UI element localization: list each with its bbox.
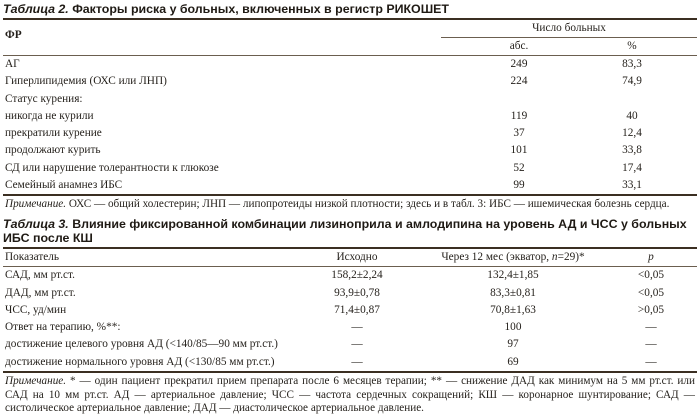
row-baseline: —	[351, 355, 363, 368]
table-row	[3, 125, 697, 142]
row-pct: 17,4	[622, 161, 642, 174]
table-row	[3, 267, 697, 284]
row-label: Статус курения:	[5, 92, 83, 105]
row-label: Семейный анамнез ИБС	[5, 179, 123, 192]
row-p: —	[645, 338, 657, 351]
row-label: САД, мм рт.ст.	[5, 269, 75, 282]
row-abs: 224	[510, 75, 528, 88]
row-after: 70,8±1,63	[490, 303, 536, 316]
row-abs: 101	[510, 144, 528, 157]
row-after: 83,3±0,81	[490, 286, 536, 299]
table-3	[3, 217, 697, 416]
row-p: <0,05	[637, 269, 665, 282]
row-label: прекратили курение	[5, 127, 102, 140]
row-after: 97	[507, 338, 519, 351]
header-12m-n: n	[551, 251, 558, 263]
table-2-note	[3, 196, 697, 212]
table-row	[3, 108, 697, 125]
header-pct: %	[627, 40, 637, 52]
row-abs: 99	[513, 179, 525, 192]
table-2-header	[3, 20, 697, 55]
table-3-body	[3, 267, 697, 371]
table-2-body	[3, 56, 697, 194]
row-pct: 33,1	[622, 179, 642, 192]
table-row	[3, 285, 697, 302]
note-label: Примечание.	[5, 198, 67, 211]
row-label: Ответ на терапию, %**:	[5, 321, 121, 334]
row-label: АГ	[5, 58, 20, 70]
row-baseline: 158,2±2,24	[331, 269, 383, 282]
row-label: достижение целевого уровня АД (<140/85—90 мм рт.ст.)	[5, 338, 278, 351]
row-after: 132,4±1,85	[487, 269, 539, 282]
row-baseline: 93,9±0,78	[334, 286, 380, 299]
header-12m-suffix: =29)*	[557, 251, 585, 263]
row-label: продолжают курить	[5, 144, 101, 157]
table-2-title	[3, 2, 697, 16]
row-baseline: —	[351, 321, 363, 334]
table-row	[3, 177, 697, 194]
row-after: 69	[507, 355, 519, 368]
table-2	[3, 2, 697, 212]
table-2-title-text: Факторы риска у больных, включенных в регистр РИКОШЕТ	[72, 2, 449, 16]
header-indicator: Показатель	[5, 251, 60, 263]
header-12-months	[413, 249, 613, 266]
row-baseline: 71,4±0,87	[334, 303, 380, 316]
header-group-rule	[441, 37, 697, 38]
header-p: p	[648, 251, 654, 263]
row-abs: 52	[513, 161, 525, 174]
note-label: Примечание.	[5, 375, 67, 388]
header-baseline: Исходно	[336, 251, 378, 263]
table-3-title-text: Влияние фиксированной комбинации лизиноприла и амлодипина на уровень АД и ЧСС у больных ИБС после КШ	[3, 217, 687, 245]
row-label: ДАД, мм рт.ст.	[5, 286, 76, 299]
row-label: СД или нарушение толерантности к глюкозе	[5, 161, 219, 174]
table-3-header	[3, 249, 697, 266]
row-pct: 83,3	[622, 58, 642, 70]
row-pct: 40	[626, 109, 638, 122]
table-row	[3, 160, 697, 177]
row-p: <0,05	[637, 286, 665, 299]
row-p: >0,05	[637, 303, 665, 316]
table-row	[3, 354, 697, 371]
row-label: достижение нормального уровня АД (<130/85 мм рт.ст.)	[5, 355, 275, 368]
table-3-title	[3, 217, 697, 245]
row-abs: 37	[513, 127, 525, 140]
header-group-patients: Число больных	[532, 22, 606, 34]
header-factor: ФР	[5, 29, 22, 41]
table-row	[3, 319, 697, 336]
row-after: 100	[504, 321, 522, 334]
row-label: никогда не курили	[5, 109, 94, 122]
row-pct: 74,9	[622, 75, 642, 88]
row-pct: 33,8	[622, 144, 642, 157]
row-label: Гиперлипидемия (ОХС или ЛНП)	[5, 75, 167, 88]
header-abs: абс.	[509, 40, 529, 52]
row-pct: 12,4	[622, 127, 642, 140]
row-label: ЧСС, уд/мин	[5, 303, 67, 316]
table-2-label: Таблица 2.	[3, 2, 69, 16]
row-abs: 119	[510, 109, 528, 122]
table-row	[3, 56, 697, 73]
table-3-note	[3, 373, 697, 416]
header-12m-prefix: Через 12 мес (экватор,	[441, 251, 552, 263]
row-abs: 249	[510, 58, 528, 70]
note-text: * — один пациент прекратил прием препарата после 6 месяцев терапии; ** — снижение ДАД как минимум на 5 мм рт.ст. или САД на 10 мм рт.ст. АД — артериальное давление; ЧСС — частота сердечных сокращений; КШ — коронарное шунтирование; САД — систолическое артериальное давление; ДАД — диастолическое артериальное давление.	[5, 375, 695, 415]
table-row	[3, 336, 697, 353]
table-row	[3, 73, 697, 90]
note-text: ОХС — общий холестерин; ЛНП — липопротеиды низкой плотности; здесь и в табл. 3: ИБС — ишемическая болезнь сердца.	[66, 198, 670, 211]
table-3-label: Таблица 3.	[3, 217, 69, 231]
table-row	[3, 91, 697, 108]
row-p: —	[645, 321, 657, 334]
table-row	[3, 302, 697, 319]
row-baseline: —	[351, 338, 363, 351]
row-p: —	[645, 355, 657, 368]
table-row	[3, 142, 697, 159]
